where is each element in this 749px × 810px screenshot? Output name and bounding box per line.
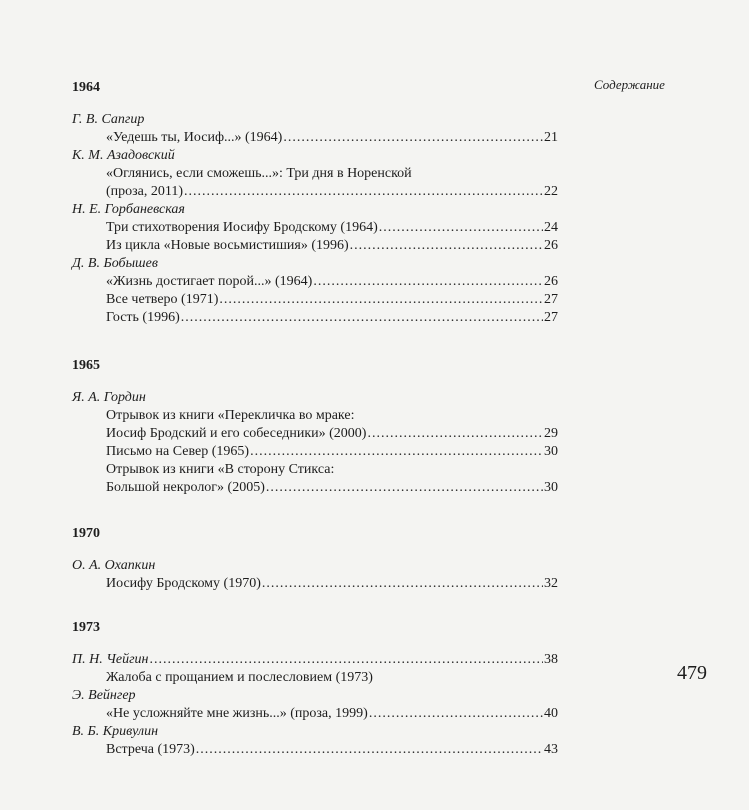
- entry-title: Жалоба с прощанием и послесловием (1973): [106, 670, 373, 685]
- toc-section-1970: [72, 525, 558, 593]
- author-name: П. Н. Чейгин: [72, 652, 149, 667]
- entry-title: Отрывок из книги «Перекличка во мраке:: [106, 408, 355, 423]
- dot-leader: [181, 309, 543, 327]
- section-year: 1970: [72, 526, 100, 541]
- entry-title: Отрывок из книги «В сторону Стикса:: [106, 462, 335, 477]
- dot-leader: [266, 479, 543, 497]
- entry-title: «Уедешь ты, Иосиф...» (1964): [106, 130, 283, 145]
- author-name: Д. В. Бобышев: [72, 256, 158, 271]
- entry-page: 40: [544, 706, 558, 721]
- toc-entry[interactable]: [72, 425, 558, 443]
- toc-section-1965: [72, 357, 558, 497]
- entry-title: «Не усложняйте мне жизнь...» (проза, 1999): [106, 706, 368, 721]
- section-year: 1965: [72, 358, 100, 373]
- entry-title: «Жизнь достигает порой...» (1964): [106, 274, 313, 289]
- dot-leader: [283, 129, 543, 147]
- entry-title: «Оглянись, если сможешь...»: Три дня в Норенской: [106, 166, 412, 181]
- toc-entry[interactable]: [72, 237, 558, 255]
- author-name: О. А. Охапкин: [72, 558, 156, 573]
- entry-page: 22: [544, 184, 558, 199]
- toc-entry[interactable]: [72, 741, 558, 759]
- entry-page: 29: [544, 426, 558, 441]
- toc-entry[interactable]: [72, 219, 558, 237]
- entry-title: Письмо на Север (1965): [106, 444, 250, 459]
- author-name: В. Б. Кривулин: [72, 724, 159, 739]
- author-name: К. М. Азадовский: [72, 148, 175, 163]
- dot-leader: [369, 705, 543, 723]
- entry-title: Большой некролог» (2005): [106, 480, 265, 495]
- toc-section-1964: [72, 79, 558, 327]
- toc-entry[interactable]: [72, 129, 558, 147]
- entry-title: Все четверо (1971): [106, 292, 219, 307]
- toc-entry[interactable]: [72, 705, 558, 723]
- entry-page: 30: [544, 480, 558, 495]
- table-of-contents: [72, 79, 558, 789]
- toc-entry[interactable]: [72, 183, 558, 201]
- toc-entry[interactable]: [72, 443, 558, 461]
- entry-title: (проза, 2011): [106, 184, 184, 199]
- toc-entry[interactable]: [72, 309, 558, 327]
- entry-title: Три стихотворения Иосифу Бродскому (1964): [106, 220, 378, 235]
- toc-entry[interactable]: [72, 273, 558, 291]
- dot-leader: [350, 237, 543, 255]
- toc-entry-line[interactable]: [72, 407, 558, 425]
- section-year: 1964: [72, 80, 100, 95]
- entry-page: 26: [544, 274, 558, 289]
- entry-title: Из цикла «Новые восьмистишия» (1996): [106, 238, 349, 253]
- entry-page: 27: [544, 310, 558, 325]
- running-header: Содержание: [594, 77, 665, 92]
- toc-section-1973: [72, 619, 558, 759]
- entry-page: 38: [544, 652, 558, 667]
- toc-entry-line[interactable]: [72, 461, 558, 479]
- entry-page: 43: [544, 742, 558, 757]
- toc-entry[interactable]: [72, 575, 558, 593]
- entry-page: 24: [544, 220, 558, 235]
- dot-leader: [379, 219, 543, 237]
- entry-title: Иосиф Бродский и его собеседники» (2000): [106, 426, 367, 441]
- dot-leader: [313, 273, 543, 291]
- entry-page: 27: [544, 292, 558, 307]
- dot-leader: [150, 651, 544, 669]
- author-name: Н. Е. Горбаневская: [72, 202, 185, 217]
- dot-leader: [196, 741, 543, 759]
- entry-title: Встреча (1973): [106, 742, 195, 757]
- dot-leader: [250, 443, 543, 461]
- author-name: Г. В. Сапгир: [72, 112, 145, 127]
- entry-title: Гость (1996): [106, 310, 180, 325]
- toc-entry[interactable]: [72, 479, 558, 497]
- author-name: Я. А. Гордин: [72, 390, 146, 405]
- toc-entry-line[interactable]: [72, 669, 558, 687]
- page-number: 479: [677, 662, 707, 684]
- entry-page: 26: [544, 238, 558, 253]
- toc-entry-line[interactable]: [72, 165, 558, 183]
- entry-page: 30: [544, 444, 558, 459]
- dot-leader: [184, 183, 543, 201]
- author-name: Э. Вейнгер: [72, 688, 136, 703]
- author-entry[interactable]: [72, 651, 558, 669]
- entry-page: 32: [544, 576, 558, 591]
- entry-page: 21: [544, 130, 558, 145]
- dot-leader: [367, 425, 543, 443]
- section-year: 1973: [72, 620, 100, 635]
- dot-leader: [219, 291, 543, 309]
- entry-title: Иосифу Бродскому (1970): [106, 576, 261, 591]
- dot-leader: [262, 575, 543, 593]
- toc-entry[interactable]: [72, 291, 558, 309]
